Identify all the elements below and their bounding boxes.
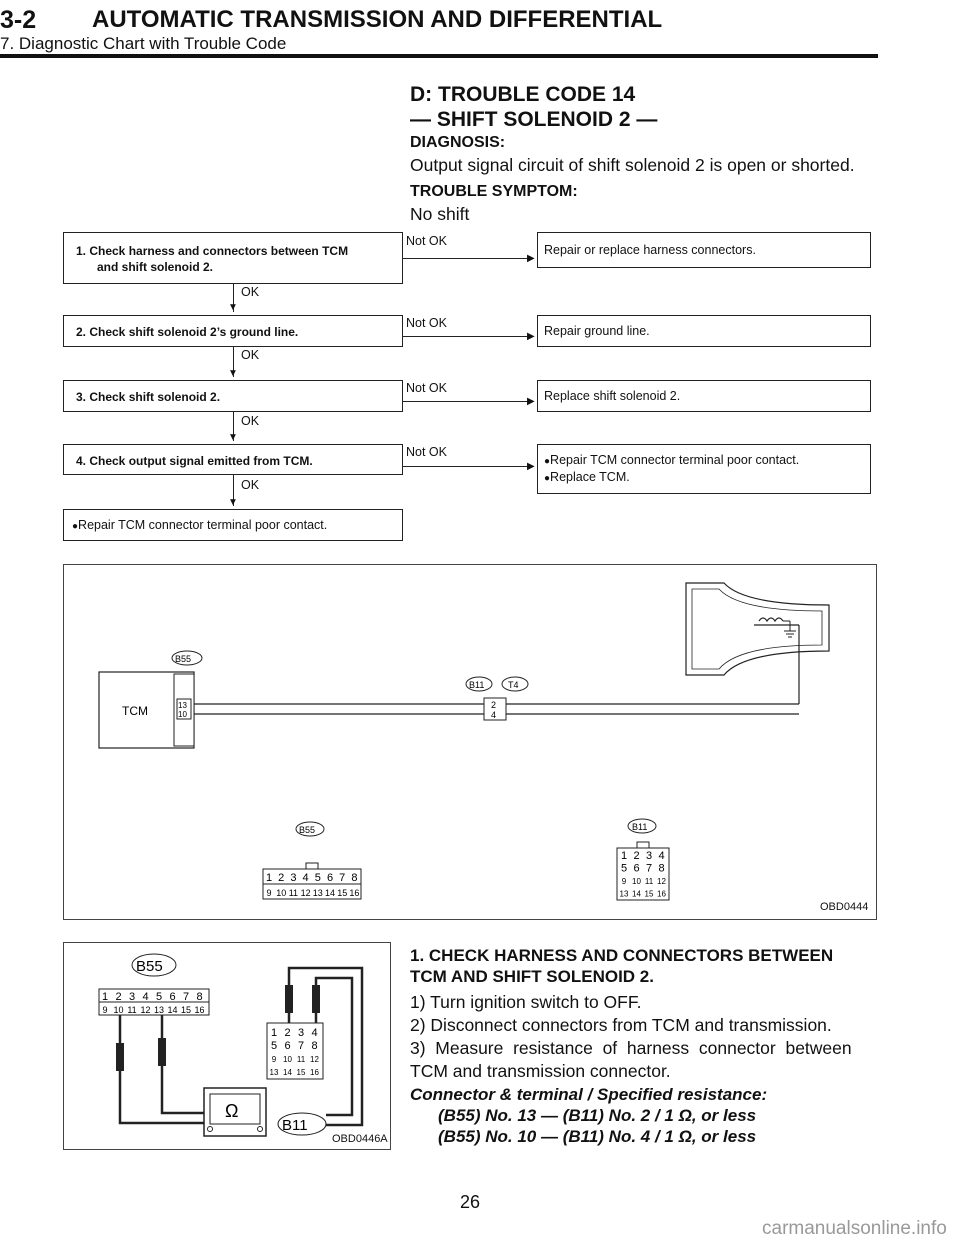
meter-b11-pin-15: 15 [296, 1068, 306, 1077]
b55-connector-face [263, 863, 361, 899]
b55-pin-12: 12 [300, 888, 311, 898]
meter-b11-pin-14: 14 [283, 1068, 292, 1077]
b11-pin-3: 3 [645, 850, 653, 862]
chapter-subtitle: 7. Diagnostic Chart with Trouble Code [0, 34, 287, 53]
notok-label-1: Not OK [406, 234, 447, 248]
result-4-item-2: ●Replace TCM. [544, 470, 630, 484]
meter-b55-pin-14: 14 [167, 1005, 178, 1015]
b11-pin-16: 16 [657, 889, 666, 899]
bullet-icon: ● [544, 473, 551, 484]
step-1-text-cont: and shift solenoid 2. [97, 260, 214, 274]
header-rule [0, 54, 878, 58]
meter-b55-pin-6: 6 [169, 991, 176, 1003]
symptom-text: No shift [410, 204, 470, 224]
check-1-step-3-cont: TCM and transmission connector. [410, 1061, 671, 1081]
b11-pin-9: 9 [621, 877, 627, 886]
b55-pin-1: 1 [265, 872, 273, 884]
arrow-down-icon: ▼ [228, 497, 238, 508]
wiring-diagram [63, 564, 877, 920]
tcm-label: TCM [122, 704, 148, 718]
transmission-housing [686, 583, 829, 675]
notok-label-2: Not OK [406, 316, 447, 330]
meter-b11-pin-13: 13 [269, 1068, 279, 1077]
step-4-text: 4. Check output signal emitted from TCM. [76, 454, 313, 468]
b55-pin-10: 10 [276, 888, 287, 898]
arrow-down-icon: ▼ [228, 368, 238, 379]
meter-b11-pin-6: 6 [284, 1040, 291, 1052]
b11-pin-7: 7 [645, 862, 653, 875]
b11-pin-2: 2 [633, 850, 640, 862]
step-2-text: 2. Check shift solenoid 2’s ground line. [76, 325, 299, 339]
b55-pin-8: 8 [351, 872, 358, 884]
b11-pin-10: 10 [632, 877, 641, 886]
wiring-diagram-svg [64, 565, 876, 919]
notok-line-2 [403, 336, 533, 337]
trouble-code-title: D: TROUBLE CODE 14 [410, 83, 636, 106]
meter-b11-pin-5: 5 [270, 1040, 278, 1052]
b11-pin-14: 14 [632, 889, 641, 899]
b11-tag: B11 [469, 680, 485, 690]
diagnosis-text: Output signal circuit of shift solenoid 2 is open or shorted. [410, 155, 855, 175]
tcm-pin-10: 10 [178, 710, 187, 719]
step-2-box [63, 315, 403, 347]
meter-b55-pin-1: 1 [101, 991, 109, 1003]
chapter-title: AUTOMATIC TRANSMISSION AND DIFFERENTIAL [92, 6, 663, 33]
meter-b55-pin-5: 5 [155, 991, 163, 1003]
b11-face-tag: B11 [632, 822, 648, 832]
meter-b55-pin-10: 10 [113, 1005, 124, 1015]
meter-b55-pin-16: 16 [194, 1005, 205, 1015]
b11-pin-8: 8 [658, 862, 665, 875]
meter-b55-pin-2: 2 [115, 991, 122, 1003]
b11-pin-11: 11 [644, 877, 654, 886]
meter-b11-pin-2: 2 [284, 1027, 291, 1039]
b11-pin-5: 5 [620, 862, 628, 875]
notok-label-3: Not OK [406, 381, 447, 395]
b11-connector-face [617, 842, 669, 900]
arrow-right-icon: ▶ [527, 461, 535, 472]
arrow-down-icon: ▼ [228, 432, 238, 443]
spec-value-2: (B55) No. 10 — (B11) No. 4 / 1 Ω, or less [438, 1127, 757, 1146]
b55-pin-9: 9 [266, 888, 272, 898]
meter-b11-pin-4: 4 [311, 1027, 318, 1039]
meter-b55-pin-7: 7 [182, 991, 190, 1003]
b55-pin-13: 13 [312, 888, 323, 898]
meter-b11-tag: B11 [282, 1117, 308, 1134]
spec-label: Connector & terminal / Specified resistance: [410, 1085, 768, 1104]
b55-pin-7: 7 [339, 872, 346, 884]
meter-b11-pin-11: 11 [296, 1055, 306, 1064]
ok-label-4: OK [241, 478, 260, 492]
b55-pin-14: 14 [324, 888, 336, 898]
bullet-icon: ● [544, 456, 551, 467]
meter-b11-pin-3: 3 [297, 1027, 305, 1039]
step-4-box [63, 444, 403, 475]
tcm-pin-13: 13 [178, 701, 187, 710]
check-1-step-2: 2) Disconnect connectors from TCM and transmission. [410, 1015, 832, 1035]
watermark: carmanualsonline.info [762, 1218, 947, 1239]
arrow-down-icon: ▼ [228, 302, 238, 313]
meter-b11-pin-1: 1 [270, 1027, 278, 1039]
meter-b55-tag: B55 [136, 958, 163, 975]
b55-pin-11: 11 [288, 888, 299, 898]
b55-pin-6: 6 [326, 872, 334, 884]
meter-figure [63, 942, 391, 1150]
notok-line-3 [403, 401, 533, 402]
ohm-symbol: Ω [225, 1101, 239, 1121]
result-3-box [537, 380, 871, 412]
check-1-title: 1. CHECK HARNESS AND CONNECTORS BETWEEN [410, 946, 834, 965]
b55-tag: B55 [175, 654, 192, 664]
meter-b55-pin-3: 3 [128, 991, 136, 1003]
step-1-text: 1. Check harness and connectors between TCM [76, 244, 349, 258]
b55-pin-5: 5 [314, 872, 321, 884]
check-1-step-3: 3) Measure resistance of harness connector between [410, 1038, 852, 1058]
result-1-box [537, 232, 871, 268]
meter-b55-pin-4: 4 [142, 991, 149, 1003]
step-3-box [63, 380, 403, 412]
notok-line-1 [403, 258, 533, 259]
meter-b11-pin-16: 16 [310, 1068, 319, 1077]
arrow-right-icon: ▶ [527, 396, 535, 407]
meter-b11-pin-7: 7 [297, 1040, 305, 1052]
joint-pin-4: 4 [491, 710, 497, 720]
section-number: 3-2 [0, 6, 37, 34]
figure-id: OBD0446A [332, 1133, 388, 1145]
ok-label-2: OK [241, 348, 260, 362]
b11-pin-4: 4 [658, 850, 665, 862]
meter-b55-pin-13: 13 [153, 1005, 165, 1015]
meter-b11-pin-8: 8 [311, 1040, 318, 1052]
meter-b55-pin-11: 11 [127, 1005, 137, 1015]
t4-tag: T4 [508, 680, 519, 690]
meter-b11-pin-9: 9 [271, 1055, 277, 1064]
result-2-box [537, 315, 871, 347]
result-2-text: Repair ground line. [544, 324, 650, 338]
step-1-box [63, 232, 403, 284]
meter-b55-pin-8: 8 [196, 991, 203, 1003]
page-number: 26 [460, 1192, 481, 1212]
step-3-text: 3. Check shift solenoid 2. [76, 390, 221, 404]
result-3-text: Replace shift solenoid 2. [544, 389, 681, 403]
final-box [63, 509, 403, 541]
b55-pin-2: 2 [278, 872, 285, 884]
meter-b55-pin-12: 12 [140, 1005, 151, 1015]
final-text: ●Repair TCM connector terminal poor contact. [72, 518, 328, 532]
ok-label-3: OK [241, 414, 260, 428]
b55-pin-4: 4 [302, 872, 309, 884]
arrow-right-icon: ▶ [527, 253, 535, 264]
meter-b55-pin-15: 15 [180, 1005, 192, 1015]
b11-pin-6: 6 [633, 862, 640, 875]
meter-b11-pin-10: 10 [283, 1055, 292, 1064]
meter-b11-connector [267, 1023, 323, 1079]
arrow-right-icon: ▶ [527, 331, 535, 342]
joint-pin-2: 2 [491, 700, 497, 710]
symptom-label: TROUBLE SYMPTOM: [410, 183, 578, 200]
b55-pin-15: 15 [337, 888, 348, 898]
meter-b55-connector [99, 989, 209, 1015]
b55-pin-3: 3 [290, 872, 297, 884]
check-1-step-1: 1) Turn ignition switch to OFF. [410, 992, 642, 1012]
b11-pin-15: 15 [644, 889, 654, 899]
result-1-text: Repair or replace harness connectors. [544, 243, 756, 257]
diagnosis-label: DIAGNOSIS: [410, 134, 506, 151]
figure-id: OBD0444 [820, 901, 869, 913]
check-1-title-cont: TCM AND SHIFT SOLENOID 2. [410, 967, 654, 986]
spec-value-1: (B55) No. 13 — (B11) No. 2 / 1 Ω, or less [438, 1106, 757, 1125]
notok-label-4: Not OK [406, 445, 447, 459]
bullet-icon: ● [72, 521, 79, 532]
meter-figure-svg [64, 943, 390, 1149]
result-4-box [537, 444, 871, 494]
result-4-item-1: ●Repair TCM connector terminal poor contact. [544, 453, 800, 467]
meter-b55-pin-9: 9 [102, 1005, 108, 1015]
b55-face-tag: B55 [299, 825, 316, 835]
notok-line-4 [403, 466, 533, 467]
solenoid-coil [759, 618, 783, 621]
b11-pin-13: 13 [619, 889, 629, 899]
b55-pin-16: 16 [349, 888, 360, 898]
trouble-code-subtitle: — SHIFT SOLENOID 2 — [410, 108, 658, 131]
meter-b11-pin-12: 12 [310, 1055, 319, 1064]
b11-pin-1: 1 [620, 850, 628, 862]
ok-label-1: OK [241, 285, 260, 299]
b11-pin-12: 12 [657, 877, 666, 886]
